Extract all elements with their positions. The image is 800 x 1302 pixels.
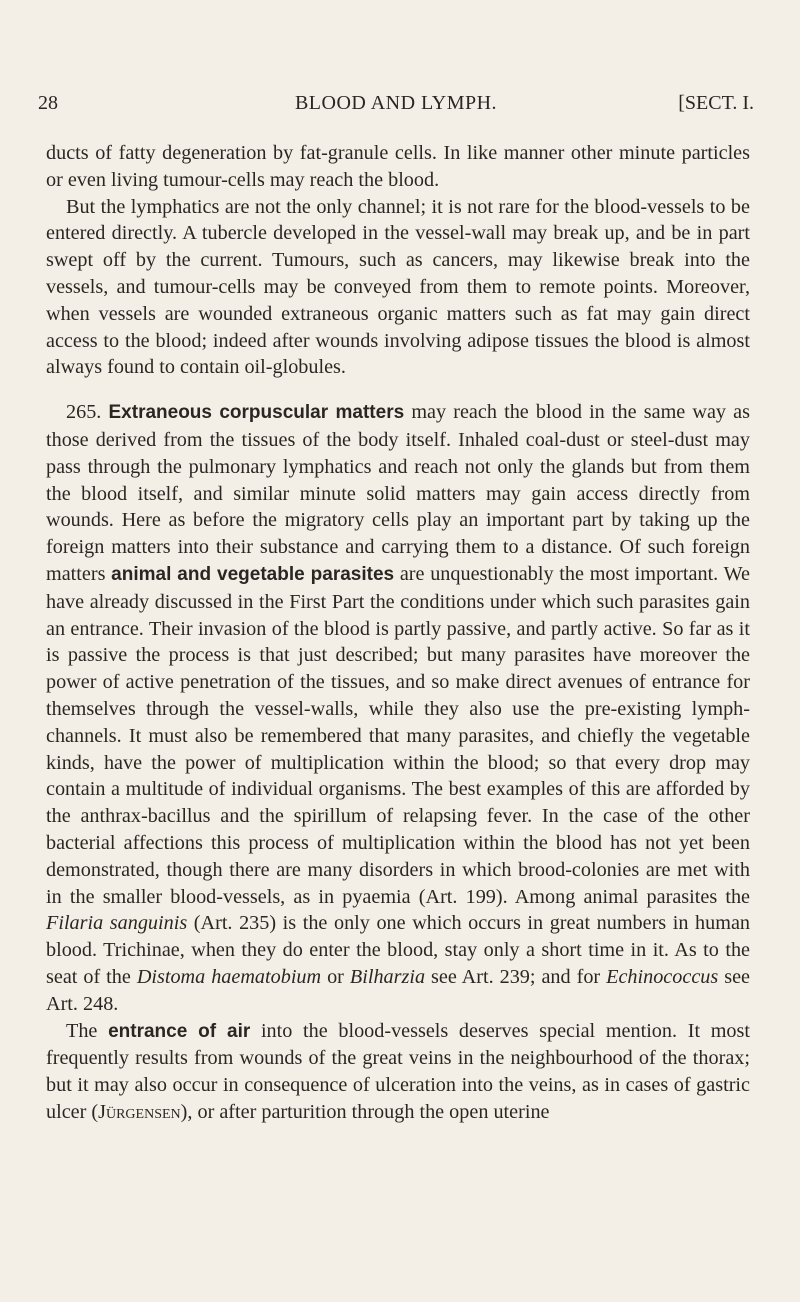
heading-extraneous-corpuscular: Extraneous corpuscular matters: [108, 402, 405, 424]
author-name: Jürgensen: [98, 1100, 181, 1123]
text-run: are unquestionably the most important. We have already discussed in the First Part the conditions under which such parasites gain an entrance. Their invasion of the blood is partly passive, and partly active. So far as it is passive the process is that just described; but many parasites have moreover the power of active penetration of the tissues, and so make direct avenues of entrance for themselves through the vessel-walls, while they also use the pre-existing lymph-channels. It must also be remembered that many parasites, and chiefly the vegetable kinds, have the power of multiplication within the blood; so that every drop may contain a multitude of individual organisms. The best examples of this are afforded by the anthrax-bacillus and the spirillum of relapsing fever. In the case of the other bacterial affections this process of multiplication within the blood has not yet been demonstrated, though there are many disorders in which brood-colonies are met with in the smaller blood-vessels, as in pyaemia (Art. 199). Among animal parasites the: [46, 562, 750, 908]
paragraph-lymphatics: But the lymphatics are not the only channel; it is not rare for the blood-vessels to be entered directly. A tubercle developed in the vessel-wall may break up, and be in part swept off by the current. Tumours, such as cancers, may likewise break into the vessels, and tumour-cells may be conveyed from them to remote points. Moreover, when vessels are wounded extraneous organic matters such as fat may gain direct access to the blood; indeed after wounds involving adipose tissues the blood is almost always found to contain oil-globules.: [46, 195, 750, 379]
text-run: (Art. 235) is the only one which occurs in great numbers in human blood. Trichinae, when they do enter the blood, stay only a short time in it. As to the seat of the: [46, 912, 750, 988]
text-run: see Art. 248.: [46, 965, 750, 1015]
text-run: ), or after parturition through the open uterine: [180, 1100, 550, 1123]
paragraph-265: [46, 399, 750, 1017]
section-label: [SECT. I.: [678, 92, 754, 114]
text-run: see Art. 239; and for: [425, 965, 607, 988]
text-run: may reach the blood in the same way as those derived from the tissues of the body itself. Inhaled coal-dust or steel-dust may pass through the pulmonary lymphatics and reach not only the glands but from them the blood itself, and similar minute solid matters may gain access directly from wounds. Here as before the migratory cells play an important part by taking up the foreign matters into their substance and carrying them to a distance. Of such foreign matters: [46, 401, 750, 585]
article-number: 265.: [66, 401, 102, 424]
paragraph-continued: ducts of fatty degeneration by fat-granule cells. In like manner other minute particles or even living tumour-cells may reach the blood.: [46, 142, 750, 191]
heading-parasites: animal and vegetable parasites: [111, 563, 395, 585]
paragraph-air-entrance: [46, 1018, 750, 1126]
page-number: 28: [38, 92, 58, 114]
text-run: The: [66, 1019, 109, 1042]
body-text: [46, 140, 750, 1126]
term-bilharzia: Bilharzia: [349, 965, 426, 988]
text-run: or: [321, 965, 350, 988]
term-filaria: Filaria sanguinis: [46, 912, 188, 935]
text-run: into the blood-vessels deserves special mention. It most frequently results from wounds of the great veins in the neighbourhood of the thorax; but it may also occur in consequence of ulceration into the veins, as in cases of gastric ulcer (: [46, 1019, 750, 1123]
heading-entrance-of-air: entrance of air: [108, 1020, 251, 1042]
term-distoma: Distoma haematobium: [136, 965, 322, 988]
term-echinococcus: Echinococcus: [606, 965, 719, 988]
running-header: [38, 92, 754, 122]
running-title: BLOOD AND LYMPH.: [294, 92, 498, 114]
